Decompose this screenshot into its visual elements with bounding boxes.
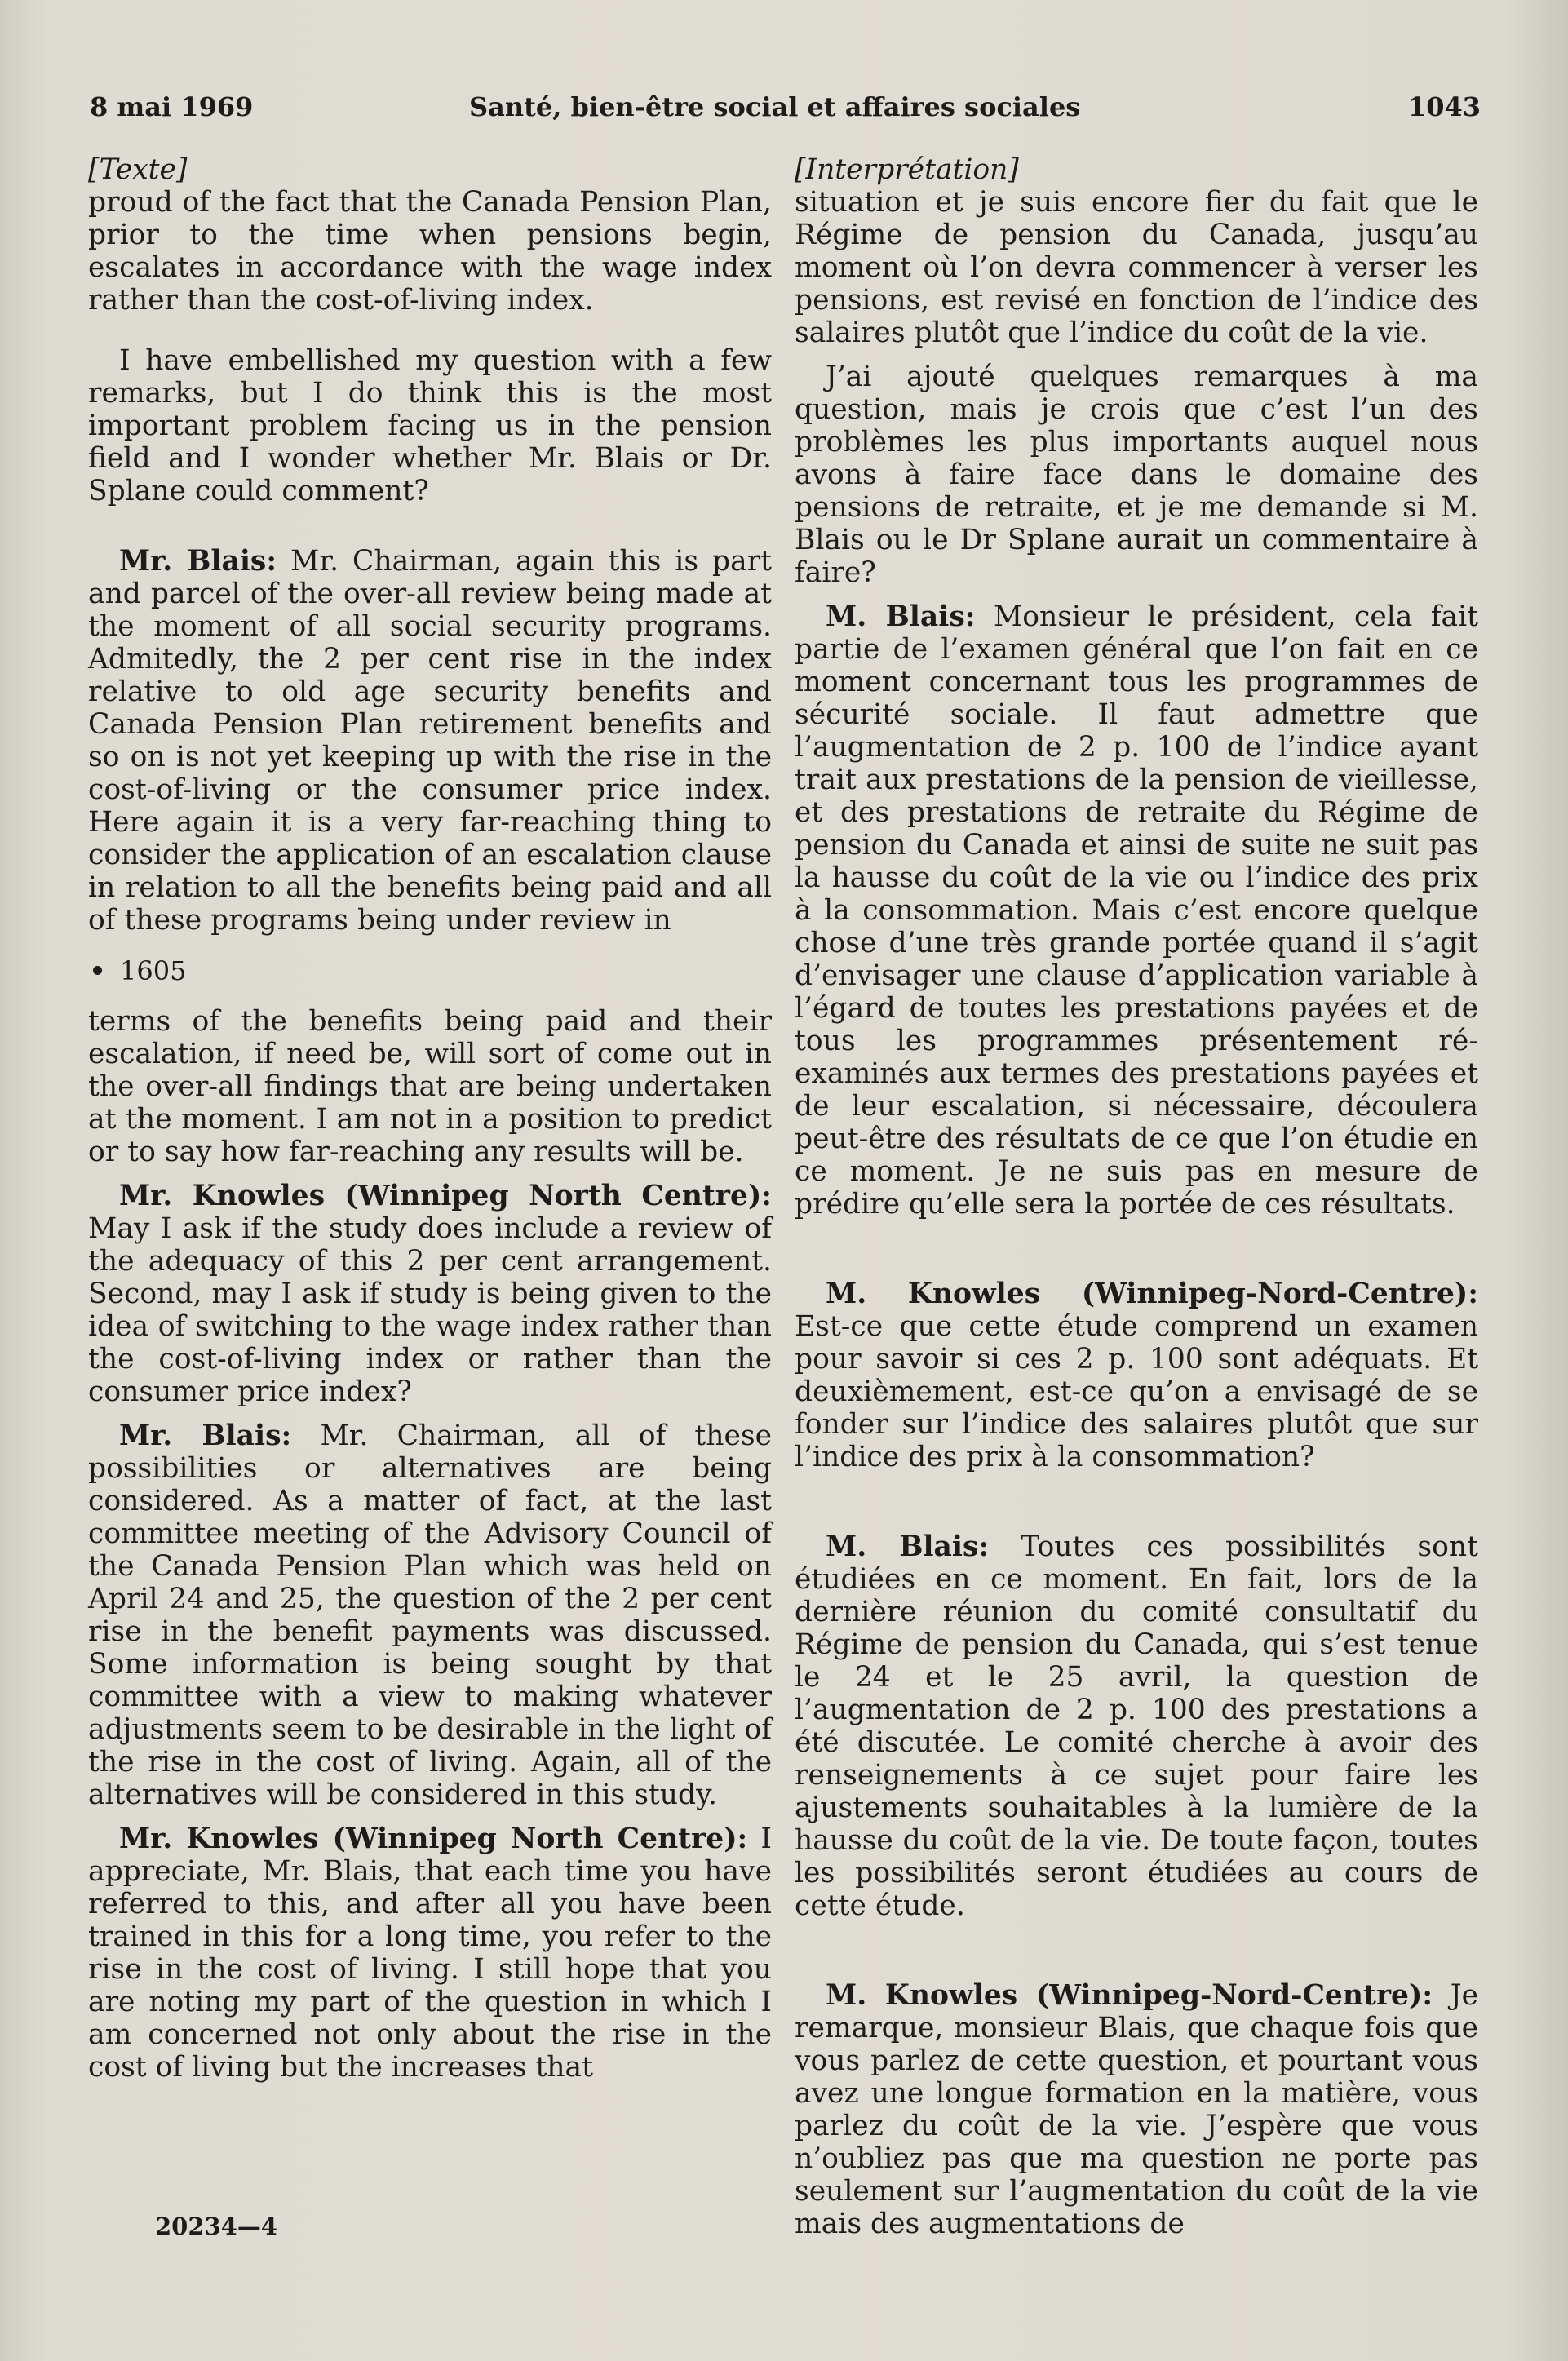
speaker-paragraph	[88, 1420, 772, 1811]
speaker-name: Mr. Knowles (Winnipeg North Centre):	[119, 1180, 772, 1212]
speaker-paragraph	[795, 1979, 1478, 2240]
header-title: Santé, bien-être social et affaires sociales	[469, 91, 1081, 122]
speech-text: May I ask if the study does include a review of the adequacy of this 2 per cent arrangement. Second, may I ask if study is being given to the idea of switching to the wage index rather than the cost-of-living index or rather than the consumer price index?	[88, 1212, 772, 1408]
paragraph: I have embellished my question with a few remarks, but I do think this is the most important problem facing us in the pension field and I wonder whether Mr. Blais or Dr. Splane could comment?	[88, 344, 772, 507]
speech-text: Je remarque, monsieur Blais, que chaque fois que vous parlez de cette question, et pourtant vous avez une longue formation en la matière, vous parlez du coût de la vie. J’espère que vous n’oubliez pas que ma question ne porte pas seulement sur l’augmentation du coût de la vie mais des augmentations de	[795, 1979, 1478, 2240]
paragraph: proud of the fact that the Canada Pension Plan, prior to the time when pensions begin, escalates in accordance with the wage index rather than the cost-of-living index.	[88, 186, 772, 317]
footer-code: 20234—4	[155, 2213, 278, 2240]
bullet-icon	[93, 966, 102, 975]
text-tag: [Texte]	[88, 153, 188, 186]
speaker-name: Mr. Blais:	[119, 1420, 292, 1452]
paragraph: terms of the benefits being paid and their escalation, if need be, will sort of come out in the over-all findings that are being undertaken at the moment. I am not in a position to predict or to say how far-reaching any results will be.	[88, 1005, 772, 1168]
speech-text: Est-ce que cette étude comprend un examen pour savoir si ces 2 p. 100 sont adéquats. Et deuxièmement, est-ce qu’on a envisagé de se fonder sur l’indice des salaires plutôt que sur l’indice des prix à la consommation?	[795, 1310, 1478, 1473]
english-column	[88, 153, 772, 2084]
speaker-paragraph	[795, 1530, 1478, 1922]
time-marker	[88, 955, 772, 987]
time-marker-label: 1605	[120, 955, 187, 986]
speaker-name: M. Blais:	[826, 600, 976, 633]
french-column	[795, 153, 1478, 2240]
speaker-name: M. Blais:	[826, 1530, 990, 1563]
speaker-paragraph	[795, 1278, 1478, 1473]
paragraph: situation et je suis encore fier du fait que le Régime de pension du Canada, jusqu’au moment où l’on devra commencer à verser les pensions, est revisé en fonction de l’indice des salaires plutôt que l’indice du coût de la vie.	[795, 186, 1478, 349]
speaker-name: M. Knowles (Winnipeg-Nord-Centre):	[826, 1278, 1478, 1310]
speaker-paragraph	[88, 1823, 772, 2084]
speaker-name: Mr. Blais:	[119, 545, 277, 578]
speech-text: Monsieur le président, cela fait partie de l’examen général que l’on fait en ce moment concernant tous les programmes de sécurité sociale. Il faut admettre que l’augmentation de 2 p. 100 de l’indice ayant trait aux prestations de la pension de vieillesse, et des prestations de retraite du Régime de pension du Canada et ainsi de suite ne suit pas la hausse du coût de la vie ou l’indice des prix à la consommation. Mais c’est encore quelque chose d’une très grande portée quand il s’agit d’envisager une clause d’application variable à l’égard de toutes les prestations payées et de tous les programmes présentement ré-examinés aux termes des prestations payées et de leur escalation, si nécessaire, découlera peut-être des résultats de ce que l’on étudie en ce moment. Je ne suis pas en mesure de prédire qu’elle sera la portée de ces résultats.	[795, 600, 1478, 1220]
page-header	[90, 91, 1481, 132]
speech-text: Mr. Chairman, all of these possibilities or alternatives are being considered. As a matter of fact, at the last committee meeting of the Advisory Council of the Canada Pension Plan which was held on April 24 and 25, the question of the 2 per cent rise in the benefit payments was discussed. Some information is being sought by that committee with a view to making whatever adjustments seem to be desirable in the light of the rise in the cost of living. Again, all of the alternatives will be considered in this study.	[88, 1420, 773, 1811]
speaker-paragraph	[88, 1180, 772, 1408]
header-page-number: 1043	[1407, 91, 1481, 122]
interpretation-tag: [Interprétation]	[795, 153, 1019, 186]
paragraph: J’ai ajouté quelques remarques à ma question, mais je crois que c’est l’un des problèmes les plus importants auquel nous avons à faire face dans le domaine des pensions de retraite, et je me demande si M. Blais ou le Dr Splane aurait un commentaire à faire?	[795, 361, 1478, 589]
speaker-name: Mr. Knowles (Winnipeg North Centre):	[119, 1823, 748, 1855]
speech-text: I appreciate, Mr. Blais, that each time you have referred to this, and after all you have been trained in this for a long time, you refer to the rise in the cost of living. I still hope that you are noting my part of the question in which I am concerned not only about the rise in the cost of living but the increases that	[88, 1823, 772, 2084]
speech-text: Toutes ces possibilités sont étudiées en ce moment. En fait, lors de la dernière réunion du comité consultatif du Régime de pension du Canada, qui s’est tenue le 24 et le 25 avril, la question de l’augmentation de 2 p. 100 des prestations a été discutée. Le comité cherche à avoir des renseignements à ce sujet pour faire les ajustements souhaitables à la lumière de la hausse du coût de la vie. De toute façon, toutes les possibilités seront étudiées au cours de cette étude.	[795, 1530, 1478, 1922]
header-date: 8 mai 1969	[90, 91, 254, 122]
speaker-name: M. Knowles (Winnipeg-Nord-Centre):	[826, 1979, 1433, 2012]
speaker-paragraph	[88, 545, 772, 937]
speech-text: Mr. Chairman, again this is part and parcel of the over-all review being made at the moment of all social security programs. Admitedly, the 2 per cent rise in the index relative to old age security benefits and Canada Pension Plan retirement benefits and so on is not yet keeping up with the rise in the cost-of-living or the consumer price index. Here again it is a very far-reaching thing to consider the application of an escalation clause in relation to all the benefits being paid and all of these programs being under review in	[88, 545, 772, 937]
speaker-paragraph	[795, 600, 1478, 1220]
